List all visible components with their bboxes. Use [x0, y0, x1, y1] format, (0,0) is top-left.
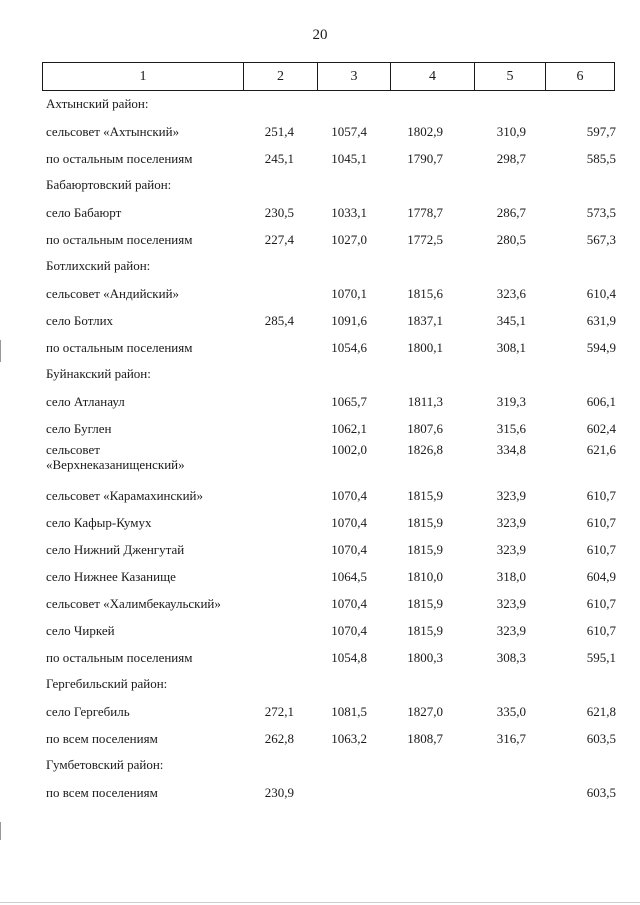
value-cell-col6: 594,9 [586, 340, 616, 355]
value-cell-col2: 251,4 [264, 124, 294, 139]
table-row [0, 226, 640, 253]
column-header-3: 3 [318, 63, 391, 91]
value-cell-col4: 1807,6 [407, 421, 443, 436]
settlement-name [46, 442, 246, 472]
value-cell-col3: 1027,0 [331, 232, 367, 247]
value-cell-col4: 1815,9 [407, 596, 443, 611]
value-cell-col2: 245,1 [264, 151, 294, 166]
table-header [42, 62, 615, 91]
value-cell-col5: 323,9 [496, 623, 526, 638]
value-cell-col5: 298,7 [496, 151, 526, 166]
settlement-name-line: «Верхнеказанищенский» [46, 457, 185, 472]
value-cell-col6: 603,5 [586, 785, 616, 800]
value-cell-col5: 319,3 [496, 394, 526, 409]
table-row [0, 725, 640, 752]
value-cell-col5: 334,8 [496, 442, 526, 457]
column-header-1: 1 [43, 63, 244, 91]
value-cell-col5: 310,9 [496, 124, 526, 139]
value-cell-col3: 1070,4 [331, 596, 367, 611]
value-cell-col3: 1070,4 [331, 623, 367, 638]
value-cell-col3: 1045,1 [331, 151, 367, 166]
value-cell-col4: 1772,5 [407, 232, 443, 247]
value-cell-col3: 1064,5 [331, 569, 367, 584]
value-cell-col5: 280,5 [496, 232, 526, 247]
table-row [0, 199, 640, 226]
table-body [0, 91, 640, 806]
settlement-name: по остальным поселениям [46, 151, 193, 166]
district-heading-row [0, 752, 640, 779]
value-cell-col3: 1002,0 [331, 442, 367, 457]
settlement-name: по остальным поселениям [46, 650, 193, 665]
table-row [0, 563, 640, 590]
district-heading-row [0, 91, 640, 118]
settlement-name: село Чиркей [46, 623, 115, 638]
value-cell-col5: 323,9 [496, 542, 526, 557]
value-cell-col5: 286,7 [496, 205, 526, 220]
page-bottom-edge [0, 902, 640, 903]
scan-margin-mark [0, 822, 1, 840]
value-cell-col2: 285,4 [264, 313, 294, 328]
value-cell-col2: 227,4 [264, 232, 294, 247]
value-cell-col6: 567,3 [586, 232, 616, 247]
settlement-name: по остальным поселениям [46, 232, 193, 247]
table-row [0, 118, 640, 145]
value-cell-col5: 308,3 [496, 650, 526, 665]
value-cell-col6: 610,7 [586, 596, 616, 611]
district-heading: Буйнакский район: [46, 366, 151, 381]
value-cell-col4: 1802,9 [407, 124, 443, 139]
table-row [0, 145, 640, 172]
table-row [0, 442, 640, 482]
value-cell-col3: 1057,4 [331, 124, 367, 139]
settlement-name: по всем поселениям [46, 785, 158, 800]
value-cell-col6: 585,5 [586, 151, 616, 166]
value-cell-col6: 602,4 [586, 421, 616, 436]
column-header-4: 4 [391, 63, 475, 91]
value-cell-col4: 1811,3 [407, 394, 443, 409]
district-heading: Ахтынский район: [46, 96, 149, 111]
value-cell-col3: 1070,4 [331, 542, 367, 557]
settlement-name: сельсовет «Ахтынский» [46, 124, 180, 139]
table-row [0, 779, 640, 806]
value-cell-col4: 1800,3 [407, 650, 443, 665]
table-row [0, 334, 640, 361]
value-cell-col5: 323,9 [496, 515, 526, 530]
district-heading: Бабаюртовский район: [46, 177, 172, 192]
value-cell-col6: 603,5 [586, 731, 616, 746]
value-cell-col4: 1815,9 [407, 542, 443, 557]
value-cell-col2: 262,8 [264, 731, 294, 746]
district-heading: Гумбетовский район: [46, 757, 164, 772]
value-cell-col5: 318,0 [496, 569, 526, 584]
district-heading-row [0, 361, 640, 388]
value-cell-col3: 1054,8 [331, 650, 367, 665]
value-cell-col3: 1062,1 [331, 421, 367, 436]
settlement-name: село Буглен [46, 421, 112, 436]
value-cell-col6: 610,7 [586, 515, 616, 530]
table-row [0, 280, 640, 307]
value-cell-col6: 610,7 [586, 488, 616, 503]
settlement-name: село Ботлих [46, 313, 114, 328]
settlement-name: село Кафыр-Кумух [46, 515, 152, 530]
table-row [0, 388, 640, 415]
value-cell-col4: 1810,0 [407, 569, 443, 584]
settlement-name: село Бабаюрт [46, 205, 122, 220]
value-cell-col3: 1070,1 [331, 286, 367, 301]
value-cell-col2: 230,9 [264, 785, 294, 800]
district-heading-row [0, 172, 640, 199]
value-cell-col4: 1827,0 [407, 704, 443, 719]
value-cell-col4: 1837,1 [407, 313, 443, 328]
value-cell-col6: 631,9 [586, 313, 616, 328]
settlement-name: по всем поселениям [46, 731, 158, 746]
table-row [0, 307, 640, 334]
table-row [0, 698, 640, 725]
table-row [0, 415, 640, 442]
value-cell-col3: 1070,4 [331, 488, 367, 503]
column-header-5: 5 [475, 63, 546, 91]
value-cell-col6: 610,7 [586, 542, 616, 557]
table-row [0, 509, 640, 536]
value-cell-col5: 323,9 [496, 488, 526, 503]
value-cell-col3: 1065,7 [331, 394, 367, 409]
value-cell-col4: 1815,9 [407, 515, 443, 530]
value-cell-col6: 573,5 [586, 205, 616, 220]
district-heading-row [0, 253, 640, 280]
value-cell-col3: 1081,5 [331, 704, 367, 719]
value-cell-col4: 1790,7 [407, 151, 443, 166]
settlement-name: сельсовет «Карамахинский» [46, 488, 204, 503]
table-row [0, 536, 640, 563]
district-heading: Гергебильский район: [46, 676, 168, 691]
settlement-name: село Нижний Дженгутай [46, 542, 185, 557]
settlement-name: сельсовет «Халимбекаульский» [46, 596, 221, 611]
value-cell-col2: 272,1 [264, 704, 294, 719]
value-cell-col6: 604,9 [586, 569, 616, 584]
settlement-name: по остальным поселениям [46, 340, 193, 355]
district-heading: Ботлихский район: [46, 258, 151, 273]
scan-margin-mark [0, 340, 1, 362]
value-cell-col6: 610,4 [586, 286, 616, 301]
value-cell-col5: 335,0 [496, 704, 526, 719]
value-cell-col5: 315,6 [496, 421, 526, 436]
table-row [0, 590, 640, 617]
settlement-name: село Нижнее Казанище [46, 569, 176, 584]
value-cell-col4: 1800,1 [407, 340, 443, 355]
settlement-name: село Атланаул [46, 394, 125, 409]
settlement-name-line: сельсовет [46, 442, 100, 457]
value-cell-col6: 595,1 [586, 650, 616, 665]
value-cell-col6: 610,7 [586, 623, 616, 638]
value-cell-col6: 597,7 [586, 124, 616, 139]
value-cell-col4: 1826,8 [407, 442, 443, 457]
value-cell-col4: 1808,7 [407, 731, 443, 746]
value-cell-col6: 606,1 [586, 394, 616, 409]
settlement-name: сельсовет «Андийский» [46, 286, 180, 301]
value-cell-col4: 1815,9 [407, 488, 443, 503]
value-cell-col3: 1091,6 [331, 313, 367, 328]
table-row [0, 482, 640, 509]
value-cell-col3: 1033,1 [331, 205, 367, 220]
value-cell-col4: 1815,6 [407, 286, 443, 301]
value-cell-col5: 308,1 [496, 340, 526, 355]
value-cell-col3: 1070,4 [331, 515, 367, 530]
page-number: 20 [312, 27, 328, 43]
value-cell-col5: 345,1 [496, 313, 526, 328]
value-cell-col5: 316,7 [496, 731, 526, 746]
value-cell-col4: 1815,9 [407, 623, 443, 638]
table-row [0, 644, 640, 671]
value-cell-col5: 323,9 [496, 596, 526, 611]
column-header-6: 6 [546, 63, 615, 91]
value-cell-col3: 1063,2 [331, 731, 367, 746]
value-cell-col4: 1778,7 [407, 205, 443, 220]
value-cell-col6: 621,6 [586, 442, 616, 457]
district-heading-row [0, 671, 640, 698]
settlement-name: село Гергебиль [46, 704, 130, 719]
table-row [0, 617, 640, 644]
column-header-2: 2 [244, 63, 318, 91]
value-cell-col5: 323,6 [496, 286, 526, 301]
value-cell-col2: 230,5 [264, 205, 294, 220]
value-cell-col3: 1054,6 [331, 340, 367, 355]
value-cell-col6: 621,8 [586, 704, 616, 719]
